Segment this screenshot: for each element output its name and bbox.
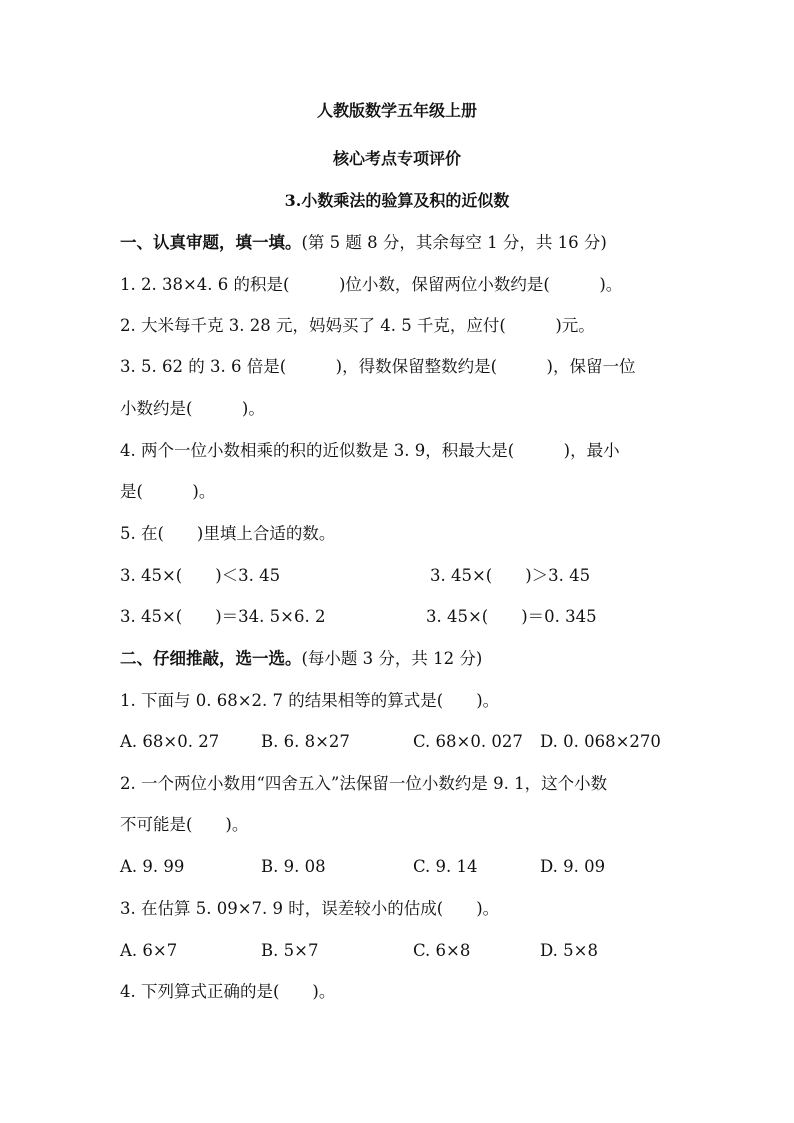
question-1-5-item: 3. 45×( )＝34. 5×6. 2 xyxy=(120,607,326,626)
option-c: C. 6×8 xyxy=(413,941,471,960)
section-2-title: 二、仔细推敲，选一选。 xyxy=(120,649,302,668)
section-2-note: (每小题 3 分，共 12 分) xyxy=(301,649,483,668)
question-2-2: 2. 一个两位小数用“四舍五入”法保留一位小数约是 9. 1，这个小数 xyxy=(120,774,608,793)
option-b: B. 5×7 xyxy=(261,941,319,960)
question-2-3: 3. 在估算 5. 09×7. 9 时，误差较小的估成( )。 xyxy=(120,899,500,918)
header-title: 人教版数学五年级上册 xyxy=(316,101,477,120)
option-a: A. 9. 99 xyxy=(120,857,185,876)
question-1-5: 5. 在( )里填上合适的数。 xyxy=(120,524,336,543)
section-2-heading xyxy=(120,649,482,669)
question-1-5-item: 3. 45×( )＜3. 45 xyxy=(120,566,281,585)
question-1-2: 2. 大米每千克 3. 28 元，妈妈买了 4. 5 千克，应付( )元。 xyxy=(120,316,595,335)
question-1-3-continued: 小数约是( )。 xyxy=(120,399,265,418)
header-subtitle: 核心考点专项评价 xyxy=(332,149,461,168)
option-a: A. 6×7 xyxy=(120,941,178,960)
option-d: D. 5×8 xyxy=(540,941,598,960)
question-1-1: 1. 2. 38×4. 6 的积是( )位小数，保留两位小数约是( )。 xyxy=(120,275,623,294)
option-c: C. 68×0. 027 xyxy=(413,732,523,751)
section-1-note: (第 5 题 8 分，其余每空 1 分，共 16 分) xyxy=(301,233,607,252)
question-1-4: 4. 两个一位小数相乘的积的近似数是 3. 9，积最大是( )，最小 xyxy=(120,441,620,460)
option-b: B. 9. 08 xyxy=(261,857,326,876)
option-a: A. 68×0. 27 xyxy=(120,732,220,751)
section-topic-title: 3.小数乘法的验算及积的近似数 xyxy=(284,191,510,210)
question-1-5-item: 3. 45×( )＝0. 345 xyxy=(426,607,597,626)
option-c: C. 9. 14 xyxy=(413,857,478,876)
section-1-title: 一、认真审题，填一填。 xyxy=(120,233,302,252)
question-1-5-item: 3. 45×( )＞3. 45 xyxy=(430,566,591,585)
question-1-4-continued: 是( )。 xyxy=(120,482,216,501)
question-2-4: 4. 下列算式正确的是( )。 xyxy=(120,982,336,1001)
option-d: D. 9. 09 xyxy=(540,857,606,876)
option-b: B. 6. 8×27 xyxy=(261,732,350,751)
option-d: D. 0. 068×270 xyxy=(540,732,661,751)
question-2-1: 1. 下面与 0. 68×2. 7 的结果相等的算式是( )。 xyxy=(120,691,500,710)
section-1-heading xyxy=(120,233,607,253)
question-2-2-continued: 不可能是( )。 xyxy=(120,815,249,834)
question-1-3: 3. 5. 62 的 3. 6 倍是( )，得数保留整数约是( )，保留一位 xyxy=(120,357,636,376)
